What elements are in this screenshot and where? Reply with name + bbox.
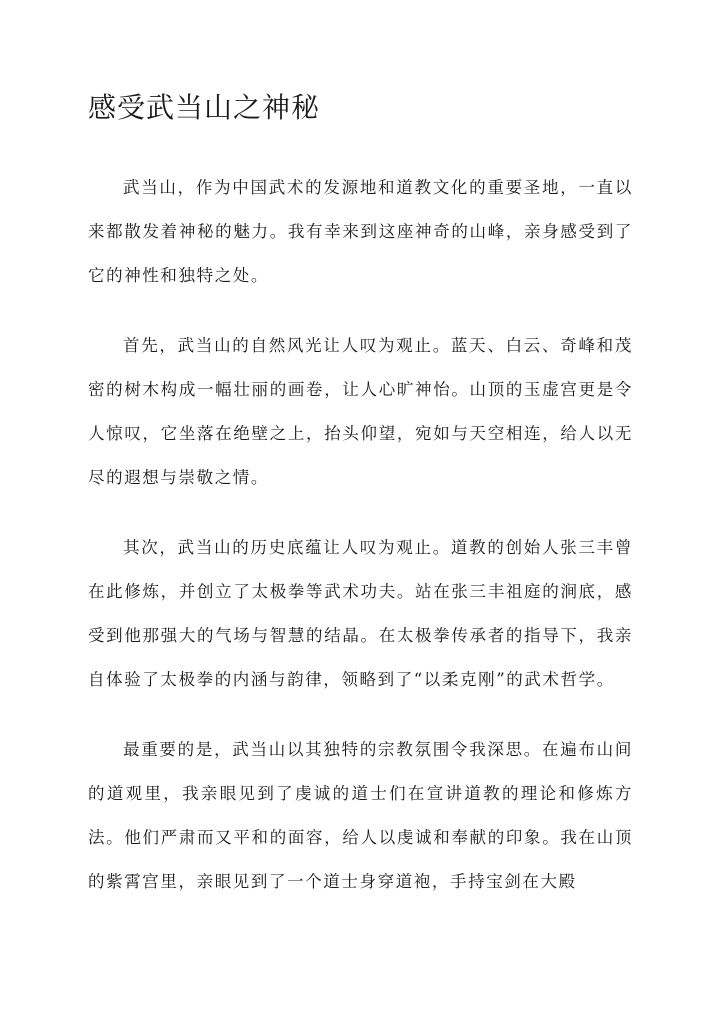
paragraph-4: 最重要的是，武当山以其独特的宗教氛围令我深思。在遍布山间的道观里，我亲眼见到了虔诚的道士们在宣讲道教的理论和修炼方法。他们严肃而又平和的面容，给人以虔诚和奉献的印象。我在山顶的紫霄宫里，亲眼见到了一个道士身穿道袍，手持宝剑在大殿: [88, 740, 633, 891]
paragraph-3: 其次，武当山的历史底蕴让人叹为观止。道教的创始人张三丰曾在此修炼，并创立了太极拳等武术功夫。站在张三丰祖庭的涧底，感受到他那强大的气场与智慧的结晶。在太极拳传承者的指导下，我亲自体验了太极拳的内涵与韵律，领略到了“以柔克刚”的武术哲学。: [88, 538, 633, 689]
paragraph-1: 武当山，作为中国武术的发源地和道教文化的重要圣地，一直以来都散发着神秘的魅力。我有幸来到这座神奇的山峰，亲身感受到了它的神性和独特之处。: [88, 178, 633, 285]
document-title: 感受武当山之神秘: [88, 91, 321, 124]
document-body: [88, 166, 633, 930]
paragraph-2: 首先，武当山的自然风光让人叹为观止。蓝天、白云、奇峰和茂密的树木构成一幅壮丽的画卷，让人心旷神怡。山顶的玉虚宫更是令人惊叹，它坐落在绝壁之上，抬头仰望，宛如与天空相连，给人以无尽的遐想与崇敬之情。: [88, 336, 633, 487]
